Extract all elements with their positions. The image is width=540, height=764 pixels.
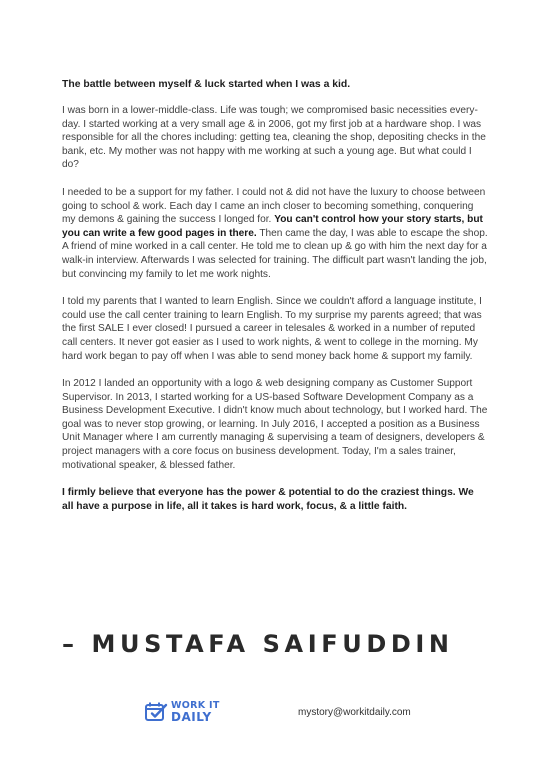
logo-wordmark bbox=[171, 700, 220, 723]
paragraph-english: I told my parents that I wanted to learn English. Since we couldn't afford a language institute, I could use the call center training to learn English. To my surprise my parents agreed; that was the first SALE I ever closed! I pursued a career in telesales & worked in a number of reputed call centers. It never got easier as I used to work nights, & went to college in the morning. My hard work began to pay off when I was able to send money back home & support my family. bbox=[62, 296, 482, 362]
calendar-check-icon bbox=[144, 700, 168, 724]
paragraph-career: In 2012 I landed an opportunity with a logo & web designing company as Customer Support Supervisor. In 2013, I started working for a US-based Software Development Company as a Business Development Executive. I didn't know much about technology, but I worked hard. The goal was to never stop growing, or learning. In July 2016, I accepted a position as a Business Unit Manager where I am currently managing & supervising a team of designers, developers & project managers with a core focus on business development. Today, I'm a sales trainer, motivational speaker, & blessed father. bbox=[62, 378, 488, 471]
paragraph-escape bbox=[62, 186, 488, 281]
closing-statement: I firmly believe that everyone has the power & potential to do the craziest things. We all have a purpose in life, all it takes is hard work, focus, & a little faith. bbox=[62, 487, 474, 512]
story-title: The battle between myself & luck started when I was a kid. bbox=[62, 79, 351, 90]
work-it-daily-logo bbox=[144, 698, 224, 728]
logo-text-line1: WORK IT bbox=[171, 700, 220, 711]
story-body bbox=[62, 78, 488, 513]
logo-text-line2: DAILY bbox=[171, 710, 212, 724]
paragraph-escape-rest: Then came the day, I was able to escape the shop. A friend of mine worked in a call center. He told me to clean up & go with him the next day for a walk-in interview. Afterwards I was selected for training. The difficult part wasn't landing the job, but convincing my family to let me work nights. bbox=[62, 227, 488, 280]
contact-email[interactable]: mystory@workitdaily.com bbox=[298, 707, 411, 718]
paragraph-childhood: I was born in a lower-middle-class. Life was tough; we compromised basic necessities every-day. I started working at a very small age & in 2006, got my first job at a hardware shop. I was responsible for all the chores including: getting tea, cleaning the shop, depositing checks in the bank, etc. My mother was not happy with me working at such a young age. But what could I do? bbox=[62, 105, 486, 171]
paragraph-escape-intro: I needed to be a support for my father. I could not & did not have the luxury to choose between going to school & work. Each day I came an inch closer to becoming something, conquering my demons & gaining the success I longed for. bbox=[62, 186, 486, 226]
highlighted-quote: You can't control how your story starts, but you can write a few good pages in there. bbox=[62, 214, 483, 239]
author-signature: – MUSTAFA SAIFUDDIN bbox=[62, 630, 454, 658]
footer bbox=[0, 698, 540, 728]
